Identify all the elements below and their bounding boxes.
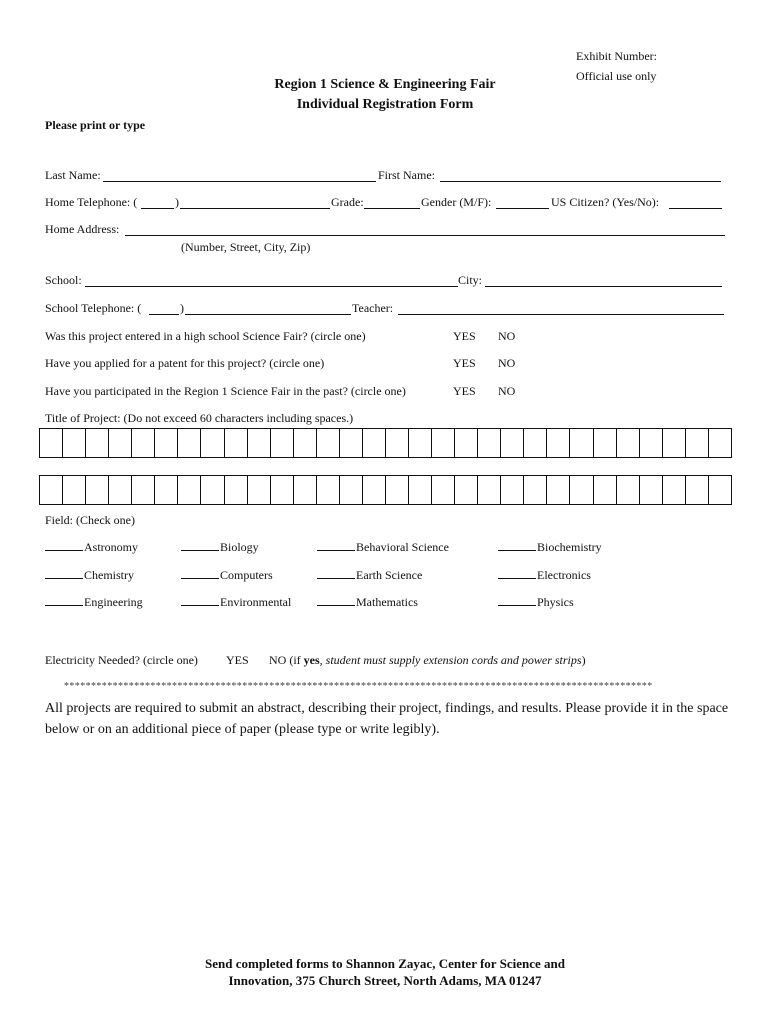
home-phone-area-field[interactable] — [141, 208, 174, 209]
title-char-box[interactable] — [501, 429, 524, 457]
title-char-box[interactable] — [709, 476, 731, 504]
title-char-box[interactable] — [132, 476, 155, 504]
title-char-box[interactable] — [155, 476, 178, 504]
title-char-box[interactable] — [109, 476, 132, 504]
footer-send-line: Send completed forms to Shannon Zayac, Center for Science and — [205, 956, 565, 971]
field-option-environmental[interactable]: Environmental — [181, 594, 291, 610]
title-char-box[interactable] — [201, 429, 224, 457]
title-char-box[interactable] — [40, 476, 63, 504]
title-char-box[interactable] — [570, 476, 593, 504]
field-option-astronomy[interactable]: Astronomy — [45, 539, 138, 555]
title-char-box[interactable] — [709, 429, 731, 457]
question-no-option[interactable]: NO — [498, 329, 516, 343]
title-char-box[interactable] — [294, 476, 317, 504]
field-option-computers[interactable]: Computers — [181, 567, 273, 583]
form-subtitle: Individual Registration Form — [296, 97, 474, 112]
title-char-box[interactable] — [225, 429, 248, 457]
title-char-box[interactable] — [386, 429, 409, 457]
question-no-option[interactable]: NO — [498, 356, 516, 370]
question-yes-option[interactable]: YES — [453, 384, 476, 398]
city-label: City: — [458, 273, 483, 287]
title-char-box[interactable] — [340, 429, 363, 457]
school-field[interactable] — [85, 286, 458, 287]
title-char-box[interactable] — [547, 429, 570, 457]
exhibit-number-label: Exhibit Number: — [576, 49, 657, 63]
gender-field[interactable] — [496, 208, 549, 209]
city-field[interactable] — [485, 286, 722, 287]
school-label: School: — [45, 273, 82, 287]
electricity-no-option[interactable]: NO (if yes, student must supply extension cords and power strips) — [269, 653, 586, 667]
field-option-biochemistry[interactable]: Biochemistry — [498, 539, 602, 555]
title-char-box[interactable] — [109, 429, 132, 457]
field-option-biology[interactable]: Biology — [181, 539, 259, 555]
title-char-box[interactable] — [570, 429, 593, 457]
field-option-physics[interactable]: Physics — [498, 594, 574, 610]
title-char-box[interactable] — [617, 429, 640, 457]
title-char-box[interactable] — [248, 429, 271, 457]
title-char-box[interactable] — [478, 476, 501, 504]
check-blank[interactable] — [45, 594, 83, 606]
field-option-engineering[interactable]: Engineering — [45, 594, 143, 610]
title-char-box[interactable] — [225, 476, 248, 504]
teacher-field[interactable] — [398, 314, 724, 315]
check-blank[interactable] — [45, 567, 83, 579]
field-option-behavioral-science[interactable]: Behavioral Science — [317, 539, 449, 555]
last-name-label: Last Name: — [45, 168, 101, 182]
title-char-box[interactable] — [617, 476, 640, 504]
title-char-box[interactable] — [132, 429, 155, 457]
grade-field[interactable] — [364, 208, 420, 209]
question-yes-option[interactable]: YES — [453, 356, 476, 370]
title-char-box[interactable] — [271, 429, 294, 457]
check-blank[interactable] — [317, 567, 355, 579]
title-char-box[interactable] — [594, 476, 617, 504]
title-char-box[interactable] — [455, 476, 478, 504]
project-title-boxes-row-2[interactable] — [39, 475, 732, 505]
title-char-box[interactable] — [432, 476, 455, 504]
title-char-box[interactable] — [547, 476, 570, 504]
title-char-box[interactable] — [640, 429, 663, 457]
check-blank[interactable] — [498, 539, 536, 551]
check-blank[interactable] — [45, 539, 83, 551]
us-citizen-label: US Citizen? (Yes/No): — [551, 195, 660, 209]
school-phone-label: School Telephone: ( — [45, 301, 142, 315]
check-blank[interactable] — [317, 594, 355, 606]
title-char-box[interactable] — [248, 476, 271, 504]
last-name-field[interactable] — [103, 181, 376, 182]
address-hint: (Number, Street, City, Zip) — [181, 240, 311, 254]
field-option-earth-science[interactable]: Earth Science — [317, 567, 422, 583]
home-phone-field[interactable] — [180, 208, 330, 209]
question-text: Have you participated in the Region 1 Science Fair in the past? (circle one) — [45, 384, 406, 398]
title-char-box[interactable] — [63, 476, 86, 504]
question-yes-option[interactable]: YES — [453, 329, 476, 343]
question-text: Was this project entered in a high school Science Fair? (circle one) — [45, 329, 366, 343]
title-char-box[interactable] — [524, 476, 547, 504]
home-address-field[interactable] — [125, 235, 725, 236]
title-char-box[interactable] — [478, 429, 501, 457]
title-char-box[interactable] — [409, 429, 432, 457]
official-use-label: Official use only — [576, 69, 657, 83]
title-char-box[interactable] — [524, 429, 547, 457]
title-char-box[interactable] — [178, 476, 201, 504]
home-phone-label: Home Telephone: ( — [45, 195, 138, 209]
home-address-label: Home Address: — [45, 222, 120, 236]
title-char-box[interactable] — [317, 476, 340, 504]
field-option-electronics[interactable]: Electronics — [498, 567, 591, 583]
title-char-box[interactable] — [409, 476, 432, 504]
question-text: Have you applied for a patent for this project? (circle one) — [45, 356, 325, 370]
abstract-instructions: All projects are required to submit an abstract, describing their project, findings, and results. Please provide it in the space below or on an additional piece of paper (please type or write legibly). — [45, 701, 729, 737]
school-phone-paren: ) — [180, 301, 184, 315]
check-blank[interactable] — [181, 567, 219, 579]
title-char-box[interactable] — [201, 476, 224, 504]
field-section-label: Field: (Check one) — [45, 513, 135, 527]
title-char-box[interactable] — [594, 429, 617, 457]
field-option-chemistry[interactable]: Chemistry — [45, 567, 134, 583]
form-title: Region 1 Science & Engineering Fair — [274, 77, 496, 92]
instruction-text: Please print or type — [45, 118, 146, 132]
home-phone-paren: ) — [175, 195, 179, 209]
footer-address-line: Innovation, 375 Church Street, North Adams, MA 01247 — [228, 973, 542, 988]
title-char-box[interactable] — [317, 429, 340, 457]
title-char-box[interactable] — [294, 429, 317, 457]
title-char-box[interactable] — [271, 476, 294, 504]
title-char-box[interactable] — [340, 476, 363, 504]
title-char-box[interactable] — [686, 476, 709, 504]
check-blank[interactable] — [181, 594, 219, 606]
title-char-box[interactable] — [155, 429, 178, 457]
title-char-box[interactable] — [501, 476, 524, 504]
first-name-field[interactable] — [440, 181, 721, 182]
title-char-box[interactable] — [63, 429, 86, 457]
title-char-box[interactable] — [663, 476, 686, 504]
us-citizen-field[interactable] — [669, 208, 722, 209]
electricity-yes-option[interactable]: YES — [226, 653, 249, 667]
check-blank[interactable] — [317, 539, 355, 551]
field-option-mathematics[interactable]: Mathematics — [317, 594, 418, 610]
title-char-box[interactable] — [178, 429, 201, 457]
school-phone-area-field[interactable] — [149, 314, 179, 315]
title-char-box[interactable] — [40, 429, 63, 457]
project-title-label: Title of Project: (Do not exceed 60 characters including spaces.) — [45, 411, 354, 425]
gender-label: Gender (M/F): — [421, 195, 492, 209]
title-char-box[interactable] — [686, 429, 709, 457]
project-title-boxes-row-1[interactable] — [39, 428, 732, 458]
title-char-box[interactable] — [640, 476, 663, 504]
first-name-label: First Name: — [378, 168, 435, 182]
teacher-label: Teacher: — [352, 301, 394, 315]
title-char-box[interactable] — [363, 476, 386, 504]
title-char-box[interactable] — [363, 429, 386, 457]
title-char-box[interactable] — [86, 476, 109, 504]
question-no-option[interactable]: NO — [498, 384, 516, 398]
separator-stars: ************************************************************************************************************* — [64, 681, 653, 692]
check-blank[interactable] — [498, 567, 536, 579]
grade-label: Grade: — [331, 195, 364, 209]
check-blank[interactable] — [498, 594, 536, 606]
check-blank[interactable] — [181, 539, 219, 551]
title-char-box[interactable] — [386, 476, 409, 504]
title-char-box[interactable] — [432, 429, 455, 457]
school-phone-field[interactable] — [185, 314, 351, 315]
title-char-box[interactable] — [455, 429, 478, 457]
electricity-label: Electricity Needed? (circle one) — [45, 653, 198, 667]
title-char-box[interactable] — [86, 429, 109, 457]
title-char-box[interactable] — [663, 429, 686, 457]
